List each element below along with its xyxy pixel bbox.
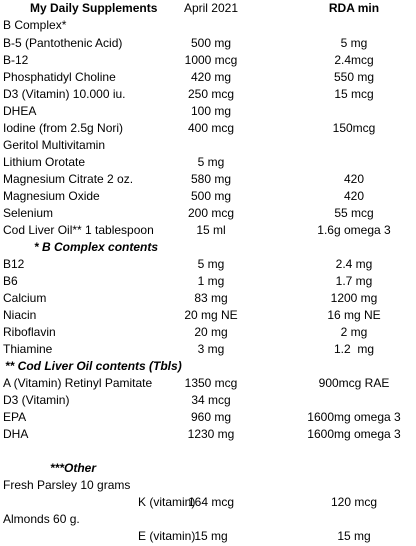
section-title: ** Cod Liver Oil contents (Tbls) (5, 359, 182, 373)
table-row (0, 290, 416, 307)
nutrient-name: B12 (3, 257, 25, 271)
table-row (0, 86, 416, 103)
table-row (0, 375, 416, 392)
nutrient-name: Riboflavin (3, 325, 56, 339)
nutrient-rda: 1.2 mg (333, 342, 375, 356)
section-title: ***Other (50, 461, 97, 475)
nutrient-rda: 1600mg omega 3 (307, 410, 401, 424)
supplement-amount: 5 mg (197, 155, 225, 169)
table-row (0, 52, 416, 69)
supplement-amount: 15 ml (196, 223, 226, 237)
column-header-april: April 2021 (183, 1, 239, 15)
supplement-rda: 550 mg (333, 70, 375, 84)
supplement-name: B-5 (Pantothenic Acid) (3, 36, 123, 50)
table-row (0, 35, 416, 52)
supplement-name: Cod Liver Oil** 1 tablespoon (3, 223, 154, 237)
table-row (0, 528, 416, 545)
table-row (0, 120, 416, 137)
nutrient-name: E (vitamin) (138, 529, 196, 543)
nutrient-rda: 1200 mg (330, 291, 378, 305)
supplement-name: Geritol Multivitamin (3, 138, 106, 152)
nutrient-name: DHA (3, 427, 29, 441)
nutrient-amount: 34 mcg (191, 393, 231, 407)
nutrient-name: Niacin (3, 308, 37, 322)
supplement-name: Lithium Orotate (3, 155, 86, 169)
supplement-name: D3 (Vitamin) 10.000 iu. (3, 87, 126, 101)
section-heading-b-complex (0, 239, 416, 256)
supplement-name: Magnesium Citrate 2 oz. (3, 172, 134, 186)
nutrient-amount: 1350 mcg (184, 376, 238, 390)
supplement-rda: 15 mcg (334, 87, 374, 101)
supplement-name: DHEA (3, 104, 37, 118)
table-row (0, 222, 416, 239)
table-row (0, 426, 416, 443)
nutrient-amount: 3 mg (197, 342, 225, 356)
section-heading-other (0, 460, 416, 477)
supplement-rda: 55 mcg (334, 206, 374, 220)
supplement-rda: 420 (343, 172, 365, 186)
nutrient-amount: 5 mg (197, 257, 225, 271)
supplement-amount: 500 mg (190, 36, 232, 50)
section-title: * B Complex contents (34, 240, 159, 254)
table-row (0, 188, 416, 205)
table-row (0, 494, 416, 511)
supplement-amount: 250 mcg (187, 87, 235, 101)
supplement-amount: 400 mcg (187, 121, 235, 135)
nutrient-amount: 83 mg (194, 291, 228, 305)
supplement-rda: 1.6g omega 3 (317, 223, 391, 237)
nutrient-name: D3 (Vitamin) (3, 393, 70, 407)
nutrient-rda: 120 mcg (330, 495, 378, 509)
list-item (0, 511, 416, 528)
table-row (0, 392, 416, 409)
supplement-rda: 420 (343, 189, 365, 203)
nutrient-rda: 2.4 mg (335, 257, 373, 271)
supplement-name: Iodine (from 2.5g Nori) (3, 121, 124, 135)
table-row (0, 137, 416, 154)
list-item (0, 477, 416, 494)
table-row (0, 324, 416, 341)
table-row (0, 205, 416, 222)
nutrient-amount: 960 mg (190, 410, 232, 424)
nutrient-name: EPA (3, 410, 27, 424)
nutrient-amount: 1 mg (197, 274, 225, 288)
supplement-amount: 100 mg (190, 104, 232, 118)
header-row (0, 0, 416, 17)
supplement-name: Magnesium Oxide (3, 189, 100, 203)
nutrient-amount: 1230 mg (187, 427, 235, 441)
supplement-amount: 200 mcg (187, 206, 235, 220)
nutrient-amount: 164 mcg (187, 495, 235, 509)
supplement-name: B Complex* (3, 18, 67, 32)
supplement-amount: 580 mg (190, 172, 232, 186)
table-row (0, 341, 416, 358)
nutrient-rda: 1.7 mg (335, 274, 373, 288)
nutrient-name: B6 (3, 274, 18, 288)
column-header-rda: RDA min (328, 1, 380, 15)
nutrient-name: Calcium (3, 291, 47, 305)
table-row (0, 307, 416, 324)
table-row (0, 17, 416, 34)
table-row (0, 154, 416, 171)
supplement-rda: 150mcg (332, 121, 376, 135)
table-row (0, 103, 416, 120)
table-row (0, 256, 416, 273)
table-row (0, 409, 416, 426)
table-row (0, 273, 416, 290)
supplement-rda: 5 mg (340, 36, 368, 50)
nutrient-rda: 16 mg NE (327, 308, 381, 322)
supplement-amount: 420 mg (190, 70, 232, 84)
nutrient-rda: 2 mg (340, 325, 368, 339)
table-row (0, 69, 416, 86)
supplement-rda: 2.4mcg (334, 53, 374, 67)
food-name: Fresh Parsley 10 grams (3, 478, 131, 492)
nutrient-name: Thiamine (3, 342, 53, 356)
supplement-amount: 1000 mcg (184, 53, 238, 67)
supplement-name: Phosphatidyl Choline (3, 70, 116, 84)
nutrient-rda: 1600mg omega 3 (307, 427, 401, 441)
nutrient-amount: 15 mg (194, 529, 228, 543)
food-name: Almonds 60 g. (3, 512, 80, 526)
nutrient-rda: 900mcg RAE (318, 376, 390, 390)
nutrient-name: A (Vitamin) Retinyl Pamitate (3, 376, 153, 390)
page-title: My Daily Supplements (30, 1, 158, 15)
supplement-amount: 500 mg (190, 189, 232, 203)
nutrient-rda: 15 mg (337, 529, 371, 543)
supplement-name: B-12 (3, 53, 29, 67)
section-heading-cod-liver-oil (0, 358, 416, 375)
supplement-name: Selenium (3, 206, 54, 220)
nutrient-amount: 20 mg NE (184, 308, 238, 322)
nutrient-amount: 20 mg (194, 325, 228, 339)
table-row (0, 171, 416, 188)
nutrient-name: K (vitamin) (138, 495, 196, 509)
